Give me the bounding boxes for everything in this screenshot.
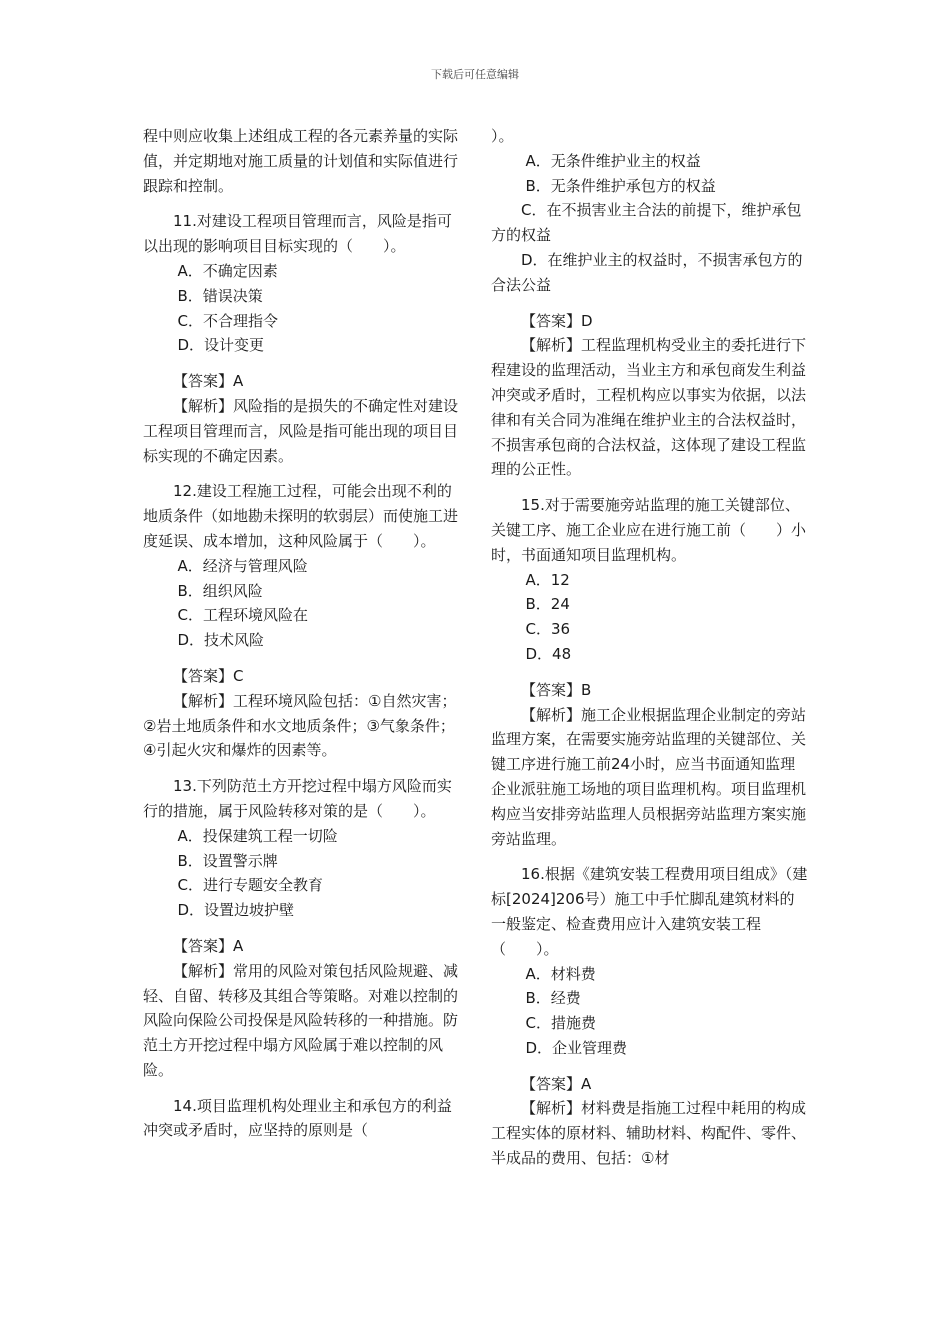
q15-option-d: D．48 bbox=[525, 644, 572, 663]
q12-option-c: C．工程环境风险在 bbox=[177, 606, 308, 625]
q12-option-a: A．经济与管理风险 bbox=[177, 556, 308, 575]
right-column bbox=[491, 124, 809, 1171]
q14-option-b: B．无条件维护承包方的权益 bbox=[525, 176, 716, 195]
q14-analysis: 【解析】工程监理机构受业主的委托进行下程建设的监理活动，当业主方和承包商发生利益冲突或矛盾时，工程机构应以事实为依据，以法律和有关合同为准绳在维护业主的合法权益时，不损害承包商的合法权益，这体现了建设工程监理的公正性。 bbox=[491, 336, 807, 479]
q15-option-b: B．24 bbox=[525, 595, 570, 614]
q16-option-d: D．企业管理费 bbox=[525, 1038, 628, 1057]
q14-question: 14.项目监理机构处理业主和承包方的利益冲突或矛盾时，应坚持的原则是（ bbox=[143, 1096, 452, 1140]
q11-option-c: C．不合理指令 bbox=[177, 311, 278, 330]
q13-option-a: A．投保建筑工程一切险 bbox=[177, 826, 338, 845]
left-column bbox=[143, 124, 461, 1143]
q11-option-d: D．设计变更 bbox=[177, 336, 265, 355]
q11-question: 11.对建设工程项目管理而言，风险是指可以出现的影响项目目标实现的（ ）。 bbox=[143, 212, 452, 256]
q13-option-c: C．进行专题安全教育 bbox=[177, 876, 323, 895]
q12-option-d: D．技术风险 bbox=[177, 631, 265, 650]
q12-option-b: B．组织风险 bbox=[177, 581, 263, 600]
q14-question-continued: ）。 bbox=[491, 127, 514, 145]
q11-answer: 【答案】A bbox=[173, 372, 244, 391]
q13-question: 13.下列防范土方开挖过程中塌方风险而实行的措施，属于风险转移对策的是（ ）。 bbox=[143, 777, 452, 820]
q16-question: 16.根据《建筑安装工程费用项目组成》（建标[2024]206号）施工中手忙脚乱建筑材料的一般鉴定、检查费用应计入建筑安装工程（ ）。 bbox=[491, 865, 808, 958]
q13-option-b: B．设置警示牌 bbox=[177, 851, 278, 870]
q12-analysis: 【解析】工程环境风险包括：①自然灾害；②岩土地质条件和水文地质条件；③气象条件；④引起火灾和爆炸的因素等。 bbox=[143, 691, 457, 760]
q12-question: 12.建设工程施工过程，可能会出现不利的地质条件（如地勘未探明的软弱层）而使施工进度延误、成本增加，这种风险属于（ ）。 bbox=[143, 482, 459, 550]
intro-paragraph: 程中则应收集上述组成工程的各元素养量的实际值，并定期地对施工质量的计划值和实际值进行跟踪和控制。 bbox=[143, 127, 459, 195]
q11-analysis: 【解析】风险指的是损失的不确定性对建设工程项目管理而言，风险是指可能出现的项目目标实现的不确定因素。 bbox=[143, 396, 459, 465]
page-header: 下载后可任意编辑 bbox=[431, 68, 519, 81]
q15-option-a: A．12 bbox=[525, 570, 570, 589]
q16-analysis: 【解析】材料费是指施工过程中耗用的构成工程实体的原材料、辅助材料、构配件、零件、半成品的费用、包括：①材 bbox=[491, 1099, 807, 1168]
q16-answer: 【答案】A bbox=[521, 1074, 592, 1093]
q15-question: 15.对于需要施旁站监理的施工关键部位、关键工序、施工企业应在进行施工前（ ）小时，书面通知项目监理机构。 bbox=[491, 496, 807, 564]
q12-answer: 【答案】C bbox=[173, 666, 244, 685]
q13-analysis: 【解析】常用的风险对策包括风险规避、减轻、自留、转移及其组合等策略。对难以控制的风险向保险公司投保是风险转移的一种措施。防范土方开挖过程中塌方风险属于难以控制的风险。 bbox=[143, 961, 459, 1079]
q15-answer: 【答案】B bbox=[521, 680, 592, 699]
q15-analysis: 【解析】施工企业根据监理企业制定的旁站监理方案，在需要实施旁站监理的关键部位、关键工序进行施工前24小时，应当书面通知监理企业派驻施工场地的项目监理机构。项目监理机构应当安排旁站监理人员根据旁站监理方案实施旁站监理。 bbox=[491, 705, 807, 848]
q14-answer: 【答案】D bbox=[521, 311, 593, 330]
q14-option-c: C．在不损害业主合法的前提下，维护承包方的权益 bbox=[491, 201, 802, 245]
q16-option-c: C．措施费 bbox=[525, 1014, 596, 1033]
q16-option-a: A．材料费 bbox=[525, 964, 596, 983]
q13-option-d: D．设置边坡护壁 bbox=[177, 901, 295, 920]
q13-answer: 【答案】A bbox=[173, 936, 244, 955]
q11-option-b: B．错误决策 bbox=[177, 286, 263, 305]
q15-option-c: C．36 bbox=[525, 620, 571, 639]
q11-option-a: A．不确定因素 bbox=[177, 261, 278, 280]
q16-option-b: B．经费 bbox=[525, 989, 581, 1008]
q14-option-a: A．无条件维护业主的权益 bbox=[525, 151, 701, 170]
q14-option-d: D．在维护业主的权益时，不损害承包方的合法公益 bbox=[491, 250, 803, 294]
